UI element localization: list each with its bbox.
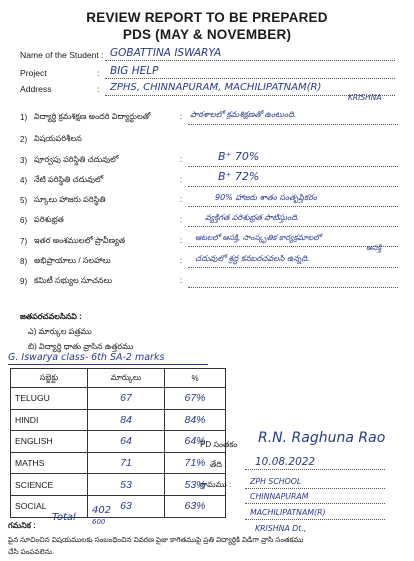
item-line [188,166,398,167]
table-header: సబ్జెక్టు [11,369,88,388]
seal-underline [245,503,385,504]
seal-label: గ్రామము : [200,480,232,489]
total-max: 600 [92,518,106,526]
project-line [105,78,395,79]
item-label: విద్యార్థి క్రమశిక్షణ అందరి విద్యార్థులతో [34,112,151,121]
item-number: 3) [20,156,28,165]
date-value: 10.08.2022 [255,456,316,468]
percent-cell: 63% [165,495,226,517]
table-row [11,474,226,496]
item-label: విషయపరిశీలన [34,134,82,143]
marks-cell: 67 [88,388,165,410]
item-number: 2) [20,135,28,144]
note-heading: గమనిక : [8,521,36,530]
item-value: 90% హాజరు శాతం సంతృప్తికరం [215,193,317,202]
address-label: Address [20,84,52,94]
table-header: % [165,369,226,388]
item-label: స్కూలు హాజరు పరిస్థితి [34,195,106,204]
percent-cell: 64% [165,431,226,453]
project-colon: : [97,68,100,78]
item-value-extra: ఆసక్తి [366,243,382,252]
class-note-underline [8,364,208,365]
item-label: కమిటీ సభ్యుల సూచనలు [34,276,112,285]
item-number: 8) [20,257,28,266]
percent-cell: 71% [165,452,226,474]
marks-cell: 53 [88,474,165,496]
seal-line: CHINNAPURAM [250,492,309,501]
marks-cell: 71 [88,452,165,474]
address-value: ZPHS, CHINNAPURAM, MACHILIPATNAM(R) [110,82,322,93]
percent-cell: 53% [165,474,226,496]
table-header: మార్కులు [88,369,165,388]
item-colon: : [180,175,183,184]
subject-cell: HINDI [11,409,88,431]
item-value: B⁺ 70% [218,150,260,163]
table-row [11,495,226,517]
class-note: G. Iswarya class- 6th SA-2 marks [8,352,165,363]
marks-cell: 84 [88,409,165,431]
item-colon: : [180,256,183,265]
date-label: తేది : [210,460,227,469]
item-value: వ్యక్తిగత పరిశుభ్రత పాటిస్తుంది. [205,213,300,222]
item-colon: : [180,215,183,224]
student-name-value: GOBATTINA ISWARYA [110,47,222,59]
pd-signature: R.N. Raghuna Rao [258,430,386,446]
item-label: పూర్వపు పరిస్థితి చదువులో [34,155,119,164]
table-header-row [11,369,226,388]
address-district: KRISHNA [348,93,382,102]
pd-signature-label: PD సంతకం [200,440,238,449]
marks-table [10,368,226,518]
item-value: ఆటలలో ఆసక్తి, సాంస్కృతిక కార్యక్రమాలలో [195,233,322,242]
report-title: REVIEW REPORT TO BE PREPARED [86,10,328,25]
total-value: 402 [92,505,112,516]
subject-cell: SCIENCE [11,474,88,496]
subject-cell: ENGLISH [11,431,88,453]
item-line [188,226,398,227]
item-colon: : [180,276,183,285]
item-number: 6) [20,216,28,225]
project-value: BIG HELP [110,65,159,77]
item-line [188,124,398,125]
subject-cell: SOCIAL [11,495,88,517]
date-line [245,469,385,470]
item-label: ఇతర అంశములలో ప్రావీణ్యత [34,236,126,245]
table-row [11,388,226,410]
seal-line: MACHILIPATNAM(R) [250,508,326,517]
item-colon: : [180,195,183,204]
table-row [11,431,226,453]
student-name-label: Name of the Student : [20,50,104,60]
total-label: Total [52,512,76,523]
item-number: 4) [20,176,28,185]
item-value: B⁺ 72% [218,170,260,183]
project-label: Project [20,68,47,78]
seal-line: ZPH SCHOOL [250,477,302,486]
item-colon: : [180,155,183,164]
note-line-1: పైన సూచించిన విషయములకు సంబంధించిన వివరణ పైజు కాగితముపై ప్రతి విద్యార్థికి విడిగా వ్రాసి సంతకము [8,535,304,544]
item-number: 9) [20,277,28,286]
table-row [11,452,226,474]
name-line [105,60,395,61]
marks-cell: 64 [88,431,165,453]
item-line [188,287,398,288]
item-value: పాఠశాలలో క్రమశిక్షణతో ఉంటుంది. [190,110,297,119]
percent-cell: 84% [165,409,226,431]
item-line [188,267,398,268]
address-line [105,95,395,96]
marks-cell: 63 [88,495,165,517]
item-label: నేటి పరిస్థితి చదువులో [34,175,104,184]
seal-underline [245,519,385,520]
item-line [188,186,398,187]
address-colon: : [97,84,100,94]
item-line [188,246,398,247]
item-line [188,206,398,207]
attachment-marks-sheet: ఎ) మార్కుల పత్రము [28,327,92,336]
subject-cell: MATHS [11,452,88,474]
item-label: అభిప్రాయాలు / సలహాలు [34,256,111,265]
subject-cell: TELUGU [11,388,88,410]
item-number: 1) [20,113,28,122]
report-subtitle: PDS (MAY & NOVEMBER) [122,27,292,42]
percent-cell: 67% [165,388,226,410]
item-number: 7) [20,237,28,246]
item-value: చదువులో శ్రద్ధ కనబరచవలసి ఉన్నది. [195,254,310,263]
item-colon: : [180,236,183,245]
seal-underline [245,488,385,489]
note-line-2: చేసి పంపవలెను. [8,547,55,556]
attachment-letter: బి) విద్యార్థి ధాతు వ్రాసిన ఉత్తరము [28,342,134,351]
item-colon: : [180,112,183,121]
item-number: 5) [20,196,28,205]
table-row [11,409,226,431]
seal-line: KRISHNA Dt., [255,524,307,533]
attachments-heading: జతపరచవలసినవి : [20,312,82,321]
item-label: పరిశుభ్రత [34,215,64,224]
